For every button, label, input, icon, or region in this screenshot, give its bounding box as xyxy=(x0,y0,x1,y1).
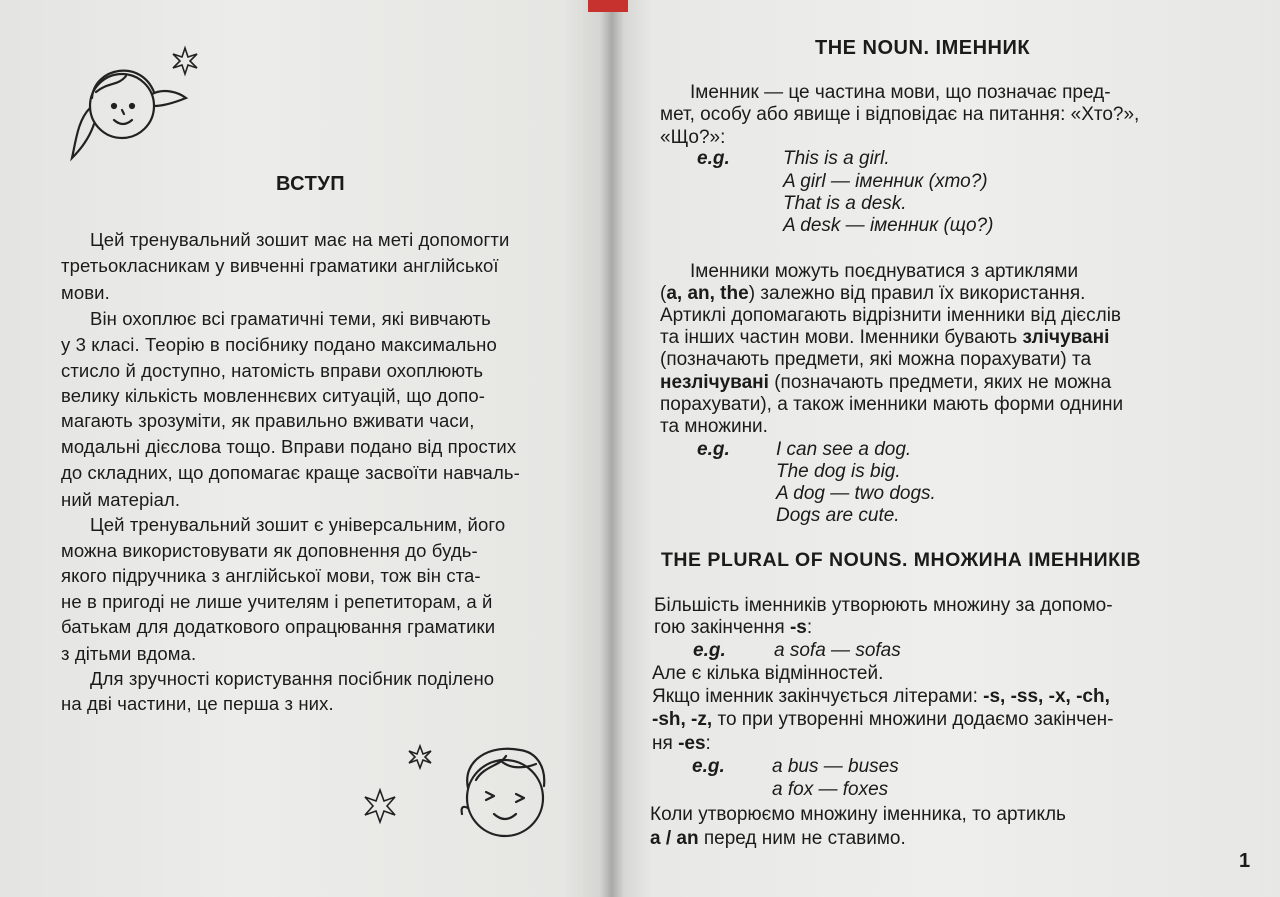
articles-line: (a, an, the) залежно від правил їх використання. xyxy=(660,283,1086,304)
articles-line: (позначають предмети, які можна порахувати) та xyxy=(660,349,1092,370)
boy-doodle-icon xyxy=(350,730,560,850)
intro-line: стисло й доступно, натомість вправи охоплюють xyxy=(61,360,484,381)
example-line: I can see a dog. xyxy=(776,439,912,460)
eg-label: e.g. xyxy=(692,756,725,777)
page-number: 1 xyxy=(1239,850,1251,872)
plural-line: Якщо іменник закінчується літерами: -s, -ss, -x, -ch, xyxy=(652,686,1110,707)
intro-line: не в пригоді не лише учителям і репетиторам, а й xyxy=(61,591,493,612)
intro-line: з дітьми вдома. xyxy=(61,643,197,664)
noun-def-line: «Що?»: xyxy=(660,127,726,148)
intro-line: батькам для додаткового опрацювання граматики xyxy=(61,616,496,637)
example-line: This is a girl. xyxy=(783,148,890,169)
articles-line: Іменники можуть поєднуватися з артиклями xyxy=(690,261,1079,282)
articles-line: порахувати), а також іменники мають форми однини xyxy=(660,394,1124,415)
example-line: A desk — іменник (що?) xyxy=(783,215,994,236)
eg-label: e.g. xyxy=(693,640,726,661)
intro-line: Цей тренувальний зошит є універсальним, його xyxy=(90,514,506,535)
plural-line: a / an перед ним не ставимо. xyxy=(650,828,906,849)
intro-line: магають зрозуміти, як правильно вживати часи, xyxy=(61,410,475,431)
intro-line: мови. xyxy=(61,282,110,303)
intro-line: велику кількість мовленнєвих ситуацій, що допо- xyxy=(61,385,485,406)
intro-line: модальні дієслова тощо. Вправи подано від простих xyxy=(61,436,517,457)
plural-title: THE PLURAL OF NOUNS. МНОЖИНА ІМЕННИКІВ xyxy=(661,549,1142,571)
plural-line: -sh, -z, то при утворенні множини додаємо закінчен- xyxy=(652,709,1114,730)
eg-label: e.g. xyxy=(697,439,730,460)
example-line: A girl — іменник (хто?) xyxy=(783,171,988,192)
example-line: a bus — buses xyxy=(772,756,899,777)
eg-label: e.g. xyxy=(697,148,730,169)
plural-line: Але є кілька відмінностей. xyxy=(652,663,884,684)
girl-doodle-icon xyxy=(60,40,210,170)
example-line: Dogs are cute. xyxy=(776,505,900,526)
plural-line: гою закінчення -s: xyxy=(654,617,813,638)
noun-def-line: мет, особу або явище і відповідає на питання: «Хто?», xyxy=(660,104,1140,125)
articles-line: та множини. xyxy=(660,416,768,437)
bookmark-ribbon xyxy=(588,0,628,12)
example-line: a fox — foxes xyxy=(772,779,889,800)
plural-line: Більшість іменників утворюють множину за допомо- xyxy=(654,595,1113,616)
intro-line: ний матеріал. xyxy=(61,489,181,510)
intro-line: можна використовувати як доповнення до будь- xyxy=(61,540,478,561)
intro-line: до складних, що допомагає краще засвоїти навчаль- xyxy=(61,462,520,483)
intro-line: третьокласникам у вивченні граматики англійської xyxy=(61,255,499,276)
noun-title: THE NOUN. ІМЕННИК xyxy=(815,37,1031,59)
intro-line: Для зручності користування посібник поділено xyxy=(90,668,495,689)
articles-line: та інших частин мови. Іменники бувають злічувані xyxy=(660,327,1110,348)
intro-line: у 3 класі. Теорію в посібнику подано максимально xyxy=(61,334,497,355)
example-line: A dog — two dogs. xyxy=(776,483,936,504)
plural-line: ня -es: xyxy=(652,733,711,754)
intro-line: на дві частини, це перша з них. xyxy=(61,693,334,714)
intro-line: якого підручника з англійської мови, тож він ста- xyxy=(61,565,481,586)
intro-line: Він охоплює всі граматичні теми, які вивчають xyxy=(90,308,491,329)
book-gutter xyxy=(600,0,624,897)
example-line: That is a desk. xyxy=(783,193,907,214)
intro-title: ВСТУП xyxy=(276,173,346,195)
intro-line: Цей тренувальний зошит має на меті допомогти xyxy=(90,229,510,250)
articles-line: Артиклі допомагають відрізнити іменники від дієслів xyxy=(660,305,1122,326)
noun-def-line: Іменник — це частина мови, що позначає пред- xyxy=(690,82,1111,103)
articles-line: незлічувані (позначають предмети, яких не можна xyxy=(660,372,1112,393)
plural-line: Коли утворюємо множину іменника, то артикль xyxy=(650,804,1066,825)
example-line: The dog is big. xyxy=(776,461,901,482)
example-line: a sofa — sofas xyxy=(774,640,901,661)
